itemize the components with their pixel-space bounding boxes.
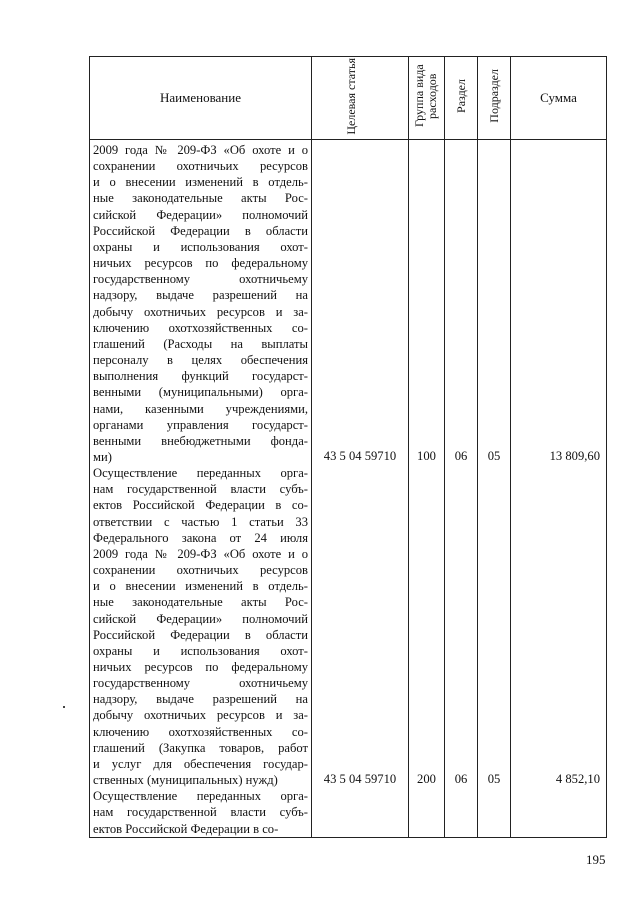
page-number: 195	[586, 852, 606, 867]
scan-speck	[63, 706, 65, 708]
row-1-section: 06	[454, 449, 468, 463]
header-target-article-label: Целевая статья	[344, 57, 358, 135]
name-line: ектов Российской Федерации в со-	[93, 821, 279, 836]
name-line: ключению охотхозяйственных со-	[93, 724, 308, 739]
amount-cell	[511, 140, 607, 838]
header-section-label: Раздел	[453, 79, 468, 113]
expense-group-cell	[409, 140, 445, 838]
name-line: надзору, выдаче разрешений на	[93, 692, 308, 707]
name-line: ничьих ресурсов по федеральному	[93, 660, 308, 674]
name-line: и услуг для обеспечения государ-	[93, 756, 308, 771]
name-line: Российской Федерации в области	[93, 627, 308, 642]
header-subsection-label: Подраздел	[486, 69, 501, 123]
name-line: Российской Федерации в области	[93, 223, 308, 238]
header-subsection	[478, 57, 511, 140]
name-line: ные законодательные акты Рос-	[93, 595, 308, 610]
target-article-cell	[312, 140, 409, 838]
row-1-amount: 13 809,60	[549, 449, 600, 463]
row-1-expense-group: 100	[417, 449, 436, 463]
row-1-subsection: 05	[487, 449, 501, 463]
row-2-expense-group: 200	[417, 772, 436, 786]
name-line: нами, казенными учреждениями,	[93, 401, 308, 416]
name-line: нам государственной власти субъ-	[93, 805, 308, 820]
name-line: ные законодательные акты Рос-	[93, 191, 308, 206]
name-line: государственному охотничьему	[93, 676, 308, 691]
name-line: государственному охотничьему	[93, 272, 308, 287]
row-2-amount: 4 852,10	[555, 772, 600, 786]
row-2-target-article: 43 5 04 59710	[323, 772, 397, 786]
header-name: Наименование	[90, 57, 312, 140]
header-expense-group-label: Группа вида расходов	[411, 64, 439, 128]
name-line: сийской Федерации» полномочий	[93, 207, 308, 222]
name-line: ключению охотхозяйственных со-	[93, 320, 308, 335]
name-line: персоналу в целях обеспечения	[93, 353, 308, 368]
name-line: Осуществление переданных орга-	[93, 466, 308, 481]
name-line: надзору, выдаче разрешений на	[93, 288, 308, 303]
header-expense-group	[409, 57, 445, 140]
row-2-section: 06	[454, 772, 468, 786]
name-line: ничьих ресурсов по федеральному	[93, 256, 308, 271]
row-2-subsection: 05	[487, 772, 501, 786]
name-line: ектов Российской Федерации в со-	[93, 498, 308, 513]
name-line: выполнения функций государст-	[93, 369, 308, 384]
name-line: и о внесении изменений в отдель-	[93, 579, 308, 594]
budget-table	[89, 56, 607, 838]
name-line: и о внесении изменений в отдель-	[93, 175, 308, 190]
name-line: Федерального закона от 24 июля	[93, 530, 308, 545]
name-line: добычу охотничьих ресурсов и за-	[93, 304, 308, 319]
name-line: Осуществление переданных орга-	[93, 789, 308, 804]
header-amount: Сумма	[511, 57, 607, 140]
name-line: глашений (Закупка товаров, работ	[93, 740, 308, 755]
section-cell	[445, 140, 478, 838]
subsection-cell	[478, 140, 511, 838]
name-line: 2009 года № 209-ФЗ «Об охоте и о	[93, 546, 308, 561]
header-target-article	[312, 57, 409, 140]
name-line: добычу охотничьих ресурсов и за-	[93, 708, 308, 723]
name-line: глашений (Расходы на выплаты	[93, 336, 308, 351]
name-line: охраны и использования охот-	[93, 239, 308, 254]
table-header-row	[90, 57, 607, 140]
name-line: венными (муниципальными) орга-	[93, 385, 308, 400]
row-1-target-article: 43 5 04 59710	[323, 449, 397, 463]
name-line: органами управления государст-	[93, 417, 308, 432]
name-line: ми)	[93, 449, 112, 464]
name-text	[93, 142, 308, 837]
name-line: охраны и использования охот-	[93, 643, 308, 658]
name-line: сийской Федерации» полномочий	[93, 611, 308, 626]
header-section	[445, 57, 478, 140]
name-line: сохранении охотничьих ресурсов	[93, 159, 308, 174]
name-cell	[90, 140, 312, 838]
name-line: ответствии с частью 1 статьи 33	[93, 514, 308, 529]
name-line: ственных (муниципальных) нужд)	[93, 773, 278, 788]
name-line: венными внебюджетными фонда-	[93, 433, 308, 448]
name-line: нам государственной власти субъ-	[93, 482, 308, 497]
table-body-row	[90, 140, 607, 838]
name-line: сохранении охотничьих ресурсов	[93, 563, 308, 578]
name-line: 2009 года № 209-ФЗ «Об охоте и о	[93, 143, 308, 157]
